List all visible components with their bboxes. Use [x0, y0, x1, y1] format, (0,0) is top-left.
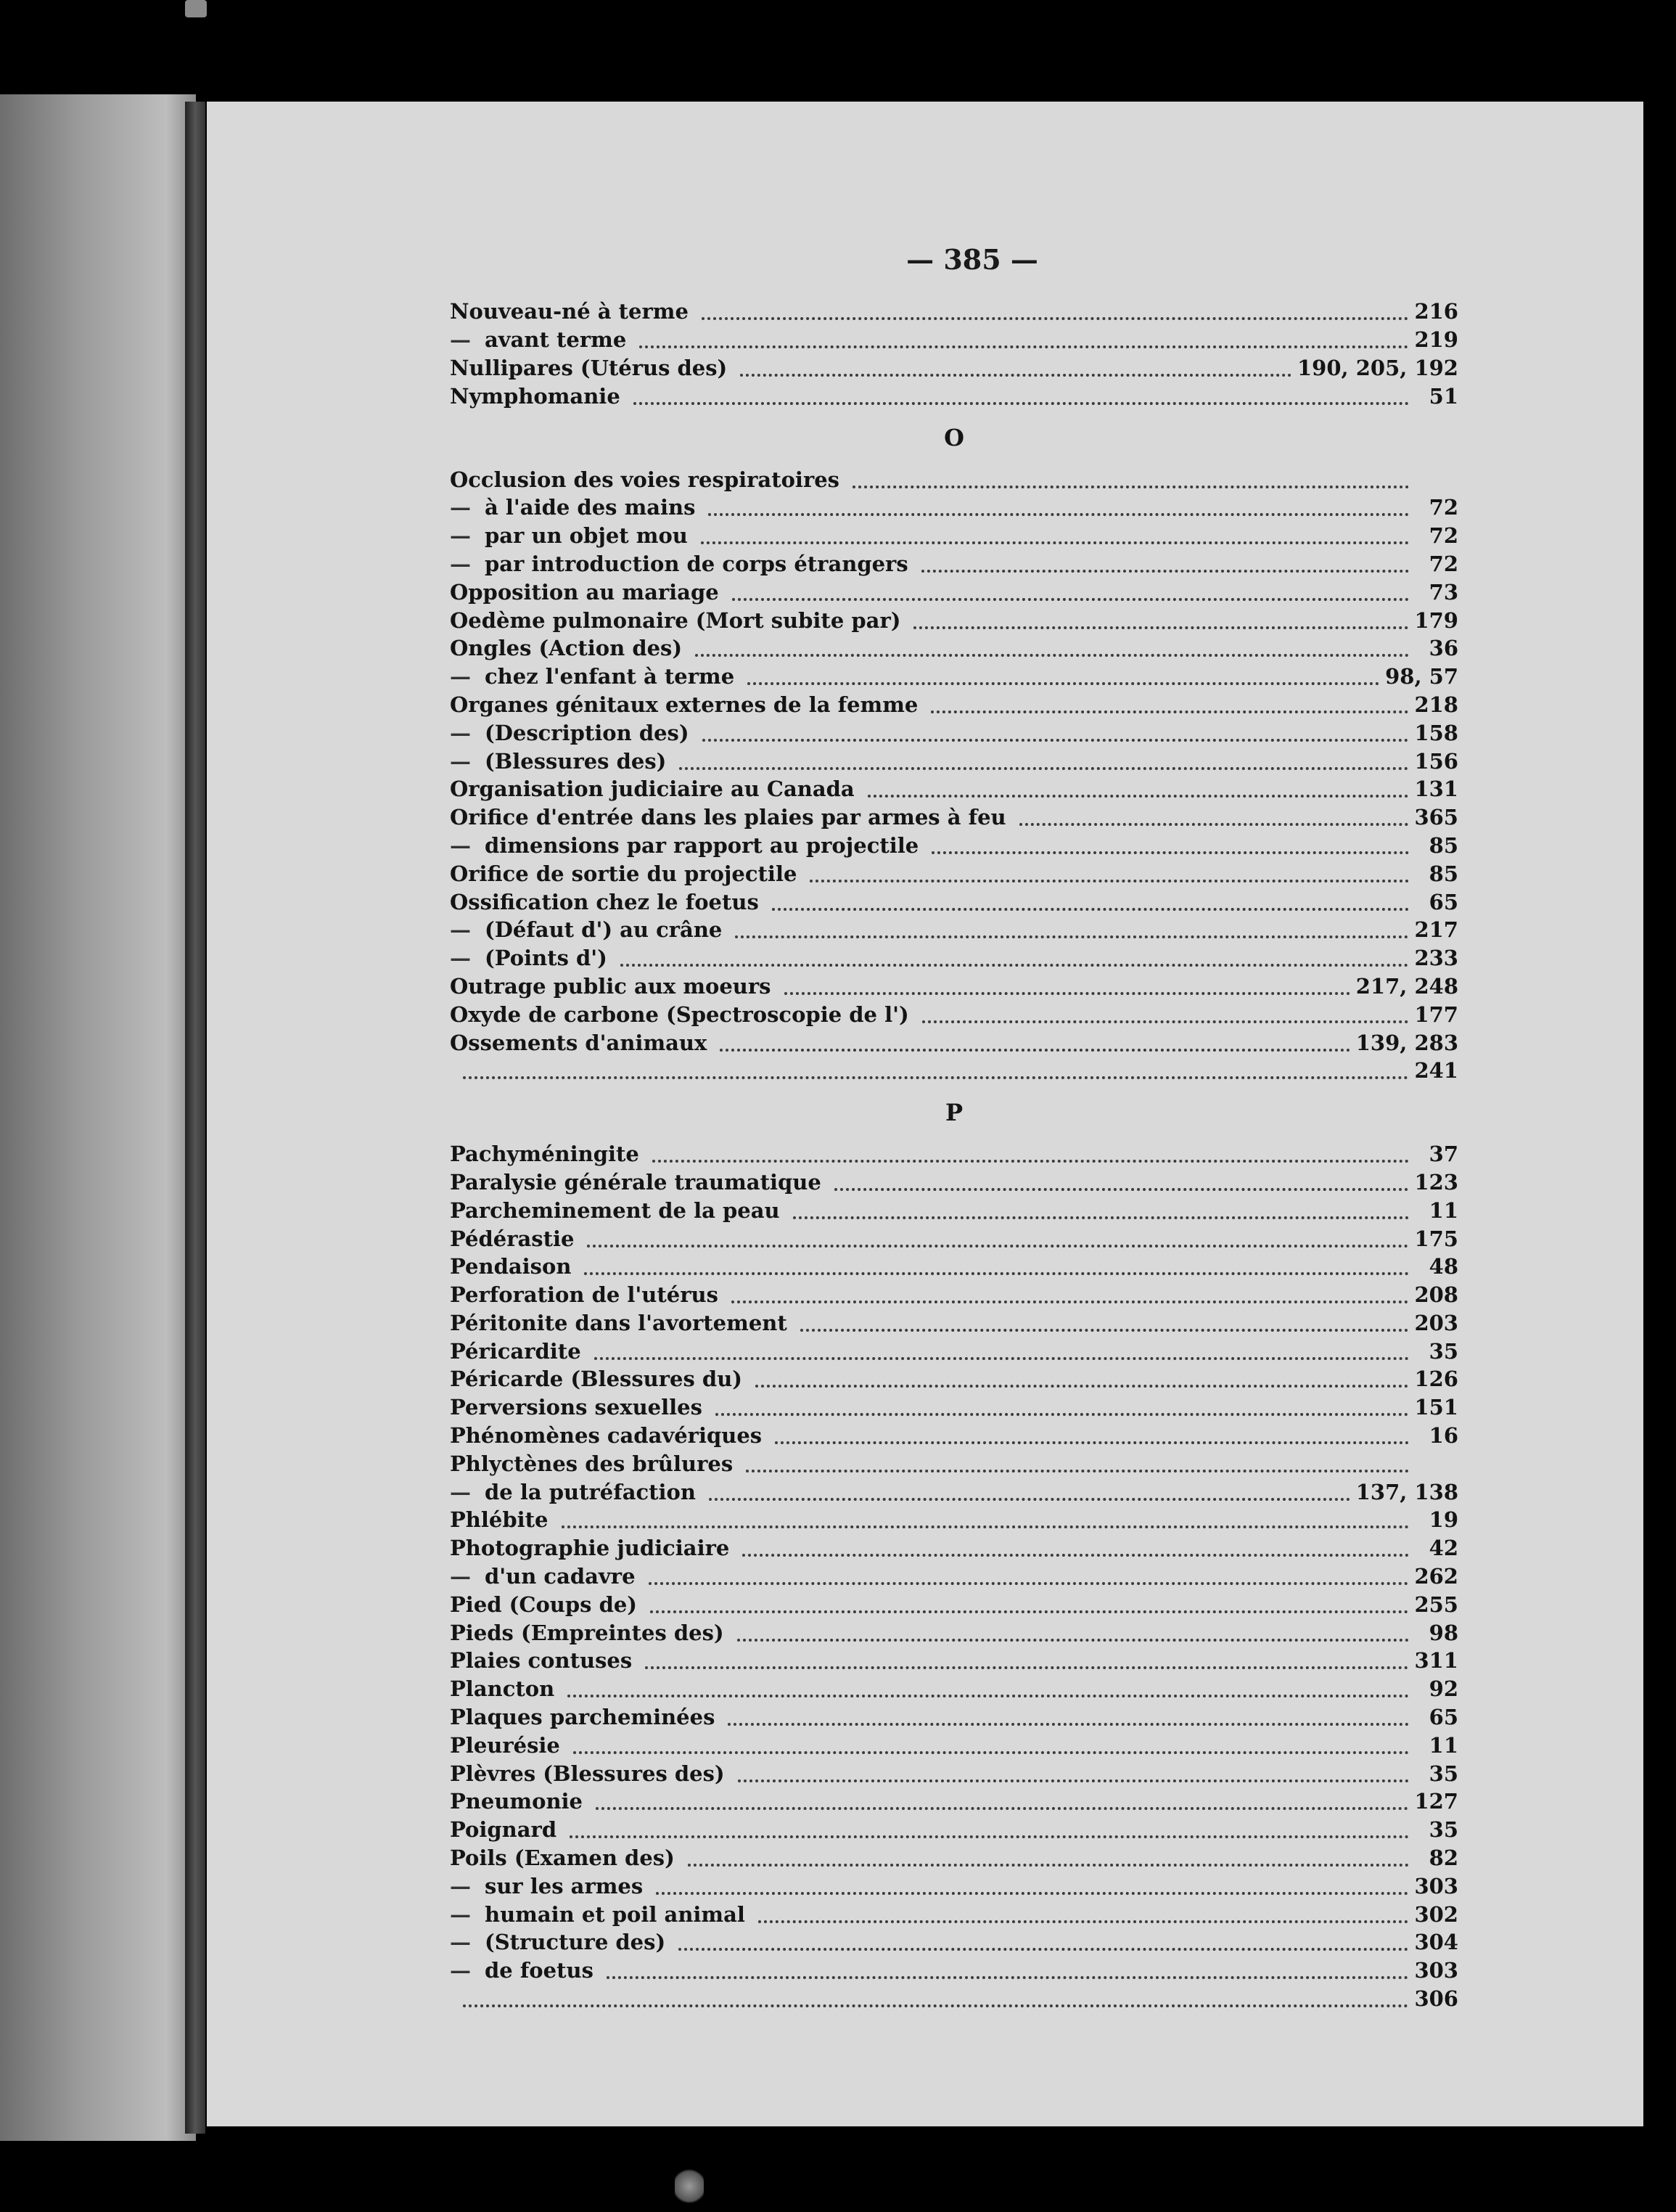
entry-pages: 177 — [1414, 1001, 1458, 1027]
index-entry — [450, 1393, 1458, 1422]
entry-term: Outrage public aux moeurs — [450, 973, 771, 999]
entry-pages: 85 — [1429, 861, 1458, 886]
entry-term: chez l'enfant à terme — [485, 664, 735, 689]
dot-leader — [747, 678, 1379, 685]
index-entry — [450, 691, 1458, 719]
index-entry — [450, 1253, 1458, 1281]
dot-leader — [853, 481, 1409, 488]
index-entry — [450, 1872, 1458, 1900]
entry-pages: 48 — [1429, 1254, 1458, 1279]
entry-pages: 241 — [1414, 1058, 1458, 1084]
book-gutter — [185, 102, 205, 2134]
index-entry — [450, 663, 1458, 691]
dot-leader — [922, 1016, 1409, 1023]
ditto-dash: — — [450, 917, 471, 943]
entry-pages: 304 — [1414, 1930, 1458, 1955]
entry-pages: 311 — [1414, 1648, 1458, 1674]
entry-pages: 98 — [1429, 1620, 1458, 1645]
dot-leader — [800, 1324, 1409, 1332]
ditto-dash: — — [450, 327, 471, 353]
entry-pages: 51 — [1429, 383, 1458, 409]
index-entry — [450, 578, 1458, 606]
entry-pages: 179 — [1414, 607, 1458, 633]
dot-leader — [701, 537, 1409, 544]
index-entry — [450, 1900, 1458, 1928]
entry-term: Poignard — [450, 1817, 557, 1843]
entry-term: Phlébite — [450, 1507, 549, 1533]
dot-leader — [921, 565, 1409, 573]
scan-artifact-top — [185, 0, 207, 17]
index-section — [450, 298, 1458, 410]
index-entry — [450, 522, 1458, 550]
dot-leader — [688, 1859, 1409, 1867]
scan-artifact-bottom — [675, 2166, 704, 2206]
dot-leader — [758, 1916, 1409, 1923]
dot-leader — [702, 313, 1409, 320]
dot-leader — [633, 398, 1409, 405]
entry-pages: 255 — [1414, 1592, 1458, 1617]
entry-term: dimensions par rapport au projectile — [485, 832, 919, 858]
entry-pages: 126 — [1414, 1367, 1458, 1392]
entry-term: Perversions sexuelles — [450, 1395, 702, 1420]
entry-pages: 302 — [1414, 1901, 1458, 1927]
index-entry — [450, 1337, 1458, 1365]
entry-term: de la putréfaction — [485, 1479, 696, 1504]
entry-term: Pleurésie — [450, 1732, 560, 1758]
dot-leader — [656, 1888, 1408, 1895]
entry-pages: 73 — [1429, 579, 1458, 605]
section-letter: P — [945, 1098, 964, 1126]
ditto-dash: — — [450, 1873, 471, 1898]
dot-leader — [639, 341, 1408, 348]
entry-pages: 208 — [1414, 1282, 1458, 1308]
index-entry — [450, 747, 1458, 775]
index-entry — [450, 1534, 1458, 1562]
entry-pages: 158 — [1414, 720, 1458, 745]
dot-leader — [715, 1409, 1409, 1416]
entry-pages: 72 — [1429, 523, 1458, 549]
dot-leader — [596, 1803, 1408, 1810]
entry-pages: 151 — [1414, 1395, 1458, 1420]
ditto-dash: — — [450, 664, 471, 689]
index-entry — [450, 354, 1458, 382]
entry-term: Péritonite dans l'avortement — [450, 1310, 787, 1335]
entry-term: Péricardite — [450, 1338, 581, 1364]
entry-term: Oxyde de carbone (Spectroscopie de l') — [450, 1001, 909, 1027]
entry-pages: 175 — [1414, 1226, 1458, 1251]
ditto-dash: — — [450, 720, 471, 745]
dot-leader — [742, 1549, 1409, 1557]
dot-leader — [567, 1690, 1409, 1697]
entry-term: sur les armes — [485, 1873, 644, 1898]
entry-pages: 218 — [1414, 692, 1458, 717]
entry-pages: 217, 248 — [1355, 973, 1458, 999]
dot-leader — [645, 1662, 1408, 1669]
index-entry — [450, 1224, 1458, 1253]
entry-pages: 139, 283 — [1355, 1030, 1458, 1055]
index-entry — [450, 832, 1458, 860]
index-entry — [450, 1140, 1458, 1168]
entry-term: Orifice d'entrée dans les plaies par armes à feu — [450, 805, 1006, 830]
entry-pages: 72 — [1429, 551, 1458, 576]
entry-pages: 233 — [1414, 946, 1458, 971]
entry-pages: 35 — [1429, 1817, 1458, 1843]
entry-term: par un objet mou — [485, 523, 688, 549]
entry-pages: 92 — [1429, 1676, 1458, 1702]
entry-pages: 65 — [1429, 1705, 1458, 1730]
dot-leader — [834, 1184, 1409, 1191]
index-entry — [450, 944, 1458, 972]
index-section — [450, 410, 1458, 1085]
entry-term: Ossements d'animaux — [450, 1030, 707, 1055]
index-entry — [450, 916, 1458, 944]
dot-leader — [932, 847, 1409, 854]
dot-leader — [755, 1380, 1408, 1388]
entry-pages: 203 — [1414, 1310, 1458, 1335]
index-entry — [450, 1675, 1458, 1703]
dot-leader — [679, 763, 1408, 770]
index-entry — [450, 1647, 1458, 1675]
entry-term: Poils (Examen des) — [450, 1846, 675, 1871]
dot-leader — [1019, 819, 1409, 826]
index-entry — [450, 1618, 1458, 1647]
index-entry — [450, 1478, 1458, 1506]
index-entry — [450, 1562, 1458, 1591]
dot-leader — [695, 650, 1409, 657]
dot-leader — [584, 1268, 1409, 1275]
entry-term: Pieds (Empreintes des) — [450, 1620, 724, 1645]
index-entry — [450, 1816, 1458, 1844]
ditto-dash: — — [450, 1930, 471, 1955]
entry-term: Péricarde (Blessures du) — [450, 1367, 742, 1392]
entry-term: Perforation de l'utérus — [450, 1282, 718, 1308]
index-entry — [450, 298, 1458, 326]
entry-pages: 303 — [1414, 1958, 1458, 1983]
entry-term: Plèvres (Blessures des) — [450, 1761, 725, 1786]
entry-pages: 35 — [1429, 1338, 1458, 1364]
dot-leader — [594, 1353, 1409, 1360]
index-entry — [450, 1281, 1458, 1309]
entry-term: (Points d') — [485, 946, 607, 971]
entry-term: Pachyméningite — [450, 1142, 639, 1167]
dot-leader — [913, 622, 1408, 629]
index-entry — [450, 1168, 1458, 1197]
entry-term: par introduction de corps étrangers — [485, 551, 908, 576]
entry-pages: 123 — [1414, 1169, 1458, 1195]
entry-term: Organisation judiciaire au Canada — [450, 777, 855, 802]
index-entry — [450, 859, 1458, 888]
section-letter: O — [944, 424, 964, 452]
entry-term: Photographie judiciaire — [450, 1536, 730, 1561]
ditto-dash: — — [450, 1958, 471, 1983]
index-entry — [450, 1731, 1458, 1759]
entry-pages: 11 — [1429, 1197, 1458, 1223]
entry-term: avant terme — [485, 327, 627, 353]
index-entry — [450, 803, 1458, 832]
index-entry — [450, 606, 1458, 634]
index-entry — [450, 1506, 1458, 1534]
index-entry — [450, 550, 1458, 578]
dot-leader — [649, 1578, 1409, 1585]
dot-leader — [708, 509, 1409, 516]
entry-pages: 16 — [1429, 1423, 1458, 1449]
entry-term: Pied (Coups de) — [450, 1592, 638, 1617]
index-entry — [450, 1759, 1458, 1787]
dot-leader — [728, 1719, 1409, 1726]
entry-term: Plaques parcheminées — [450, 1705, 715, 1730]
index-section — [450, 1085, 1458, 2013]
entry-term: Ossification chez le foetus — [450, 889, 759, 914]
ditto-dash: — — [450, 1901, 471, 1927]
index-entry — [450, 888, 1458, 916]
index-entry — [450, 493, 1458, 522]
ditto-dash: — — [450, 523, 471, 549]
index-entry — [450, 1028, 1458, 1057]
dot-leader — [652, 1155, 1409, 1163]
entry-pages: 190, 205, 192 — [1297, 355, 1458, 380]
index-entry — [450, 465, 1458, 493]
entry-pages: 365 — [1414, 805, 1458, 830]
dot-leader — [737, 1634, 1409, 1642]
entry-pages: 303 — [1414, 1873, 1458, 1898]
entry-pages: 156 — [1414, 748, 1458, 774]
dot-leader — [678, 1943, 1408, 1951]
dot-leader — [573, 1747, 1409, 1754]
entry-pages: 19 — [1429, 1507, 1458, 1533]
entry-pages: 85 — [1429, 832, 1458, 858]
entry-term: à l'aide des mains — [485, 495, 696, 520]
index-entry — [450, 1057, 1458, 1085]
entry-pages: 35 — [1429, 1761, 1458, 1786]
entry-pages: 216 — [1414, 299, 1458, 324]
dot-leader — [746, 1465, 1409, 1472]
entry-term: Nullipares (Utérus des) — [450, 355, 728, 380]
entry-term: Organes génitaux externes de la femme — [450, 692, 919, 717]
dot-leader — [709, 1494, 1350, 1501]
index-entry — [450, 1449, 1458, 1478]
dot-leader — [620, 959, 1409, 967]
index-entry — [450, 1957, 1458, 1985]
entry-term: (Description des) — [485, 720, 689, 745]
entry-term: (Défaut d') au crâne — [485, 917, 723, 943]
entry-pages: 131 — [1414, 777, 1458, 802]
entry-term: Pendaison — [450, 1254, 572, 1279]
dot-leader — [784, 988, 1350, 995]
index-entry — [450, 1422, 1458, 1450]
index-entry — [450, 972, 1458, 1001]
entry-pages: 37 — [1429, 1142, 1458, 1167]
entry-term: Opposition au mariage — [450, 579, 719, 605]
index-entry — [450, 634, 1458, 663]
ditto-dash: — — [450, 832, 471, 858]
entry-pages: 306 — [1414, 1986, 1458, 2012]
dot-leader — [463, 2000, 1408, 2007]
index-entry — [450, 1365, 1458, 1393]
entry-term: Pneumonie — [450, 1789, 583, 1814]
entry-pages: 72 — [1429, 495, 1458, 520]
dot-leader — [772, 904, 1409, 911]
entry-pages: 65 — [1429, 889, 1458, 914]
ditto-dash: — — [450, 1564, 471, 1589]
index-entry — [450, 1590, 1458, 1618]
dot-leader — [810, 875, 1409, 882]
entry-pages: 262 — [1414, 1564, 1458, 1589]
entry-term: Phlyctènes des brûlures — [450, 1451, 734, 1476]
entry-term: Paralysie générale traumatique — [450, 1169, 821, 1195]
index-entry — [450, 1309, 1458, 1338]
index-entry — [450, 1196, 1458, 1224]
entry-term: Pédérastie — [450, 1226, 575, 1251]
entry-term: (Structure des) — [485, 1930, 666, 1955]
entry-term: Parcheminement de la peau — [450, 1197, 780, 1223]
dot-leader — [775, 1437, 1409, 1444]
entry-pages: 36 — [1429, 636, 1458, 661]
index-entry — [450, 1985, 1458, 2013]
entry-term: Nymphomanie — [450, 383, 620, 409]
dot-leader — [463, 1072, 1408, 1079]
entry-pages: 219 — [1414, 327, 1458, 353]
dot-leader — [738, 1775, 1409, 1782]
entry-pages: 82 — [1429, 1846, 1458, 1871]
entry-term: Orifice de sortie du projectile — [450, 861, 797, 886]
ditto-dash: — — [450, 1479, 471, 1504]
entry-term: (Blessures des) — [485, 748, 667, 774]
dot-leader — [868, 790, 1409, 798]
entry-term: Plancton — [450, 1676, 555, 1702]
index-entry — [450, 1844, 1458, 1872]
entry-term: Ongles (Action des) — [450, 636, 683, 661]
dot-leader — [607, 1972, 1409, 1979]
dot-leader — [793, 1212, 1409, 1219]
ditto-dash: — — [450, 551, 471, 576]
index-entry — [450, 718, 1458, 747]
page-number: — 385 — — [906, 243, 1038, 276]
index-list — [450, 298, 1458, 2018]
index-entry — [450, 326, 1458, 354]
entry-term: Phénomènes cadavériques — [450, 1423, 763, 1449]
index-entry — [450, 775, 1458, 803]
dot-leader — [570, 1831, 1409, 1838]
dot-leader — [720, 1044, 1350, 1052]
entry-pages: 98, 57 — [1385, 664, 1458, 689]
dot-leader — [735, 931, 1408, 938]
entry-pages: 11 — [1429, 1732, 1458, 1758]
index-entry — [450, 1928, 1458, 1957]
entry-term: Nouveau-né à terme — [450, 299, 689, 324]
entry-term: d'un cadavre — [485, 1564, 636, 1589]
entry-term: humain et poil animal — [485, 1901, 745, 1927]
entry-term: Occlusion des voies respiratoires — [450, 467, 840, 492]
entry-pages: 137, 138 — [1355, 1479, 1458, 1504]
entry-pages: 217 — [1414, 917, 1458, 943]
index-entry — [450, 1000, 1458, 1028]
entry-pages: 42 — [1429, 1536, 1458, 1561]
dot-leader — [732, 594, 1409, 601]
entry-pages: 127 — [1414, 1789, 1458, 1814]
ditto-dash: — — [450, 495, 471, 520]
dot-leader — [931, 706, 1408, 713]
ditto-dash: — — [450, 748, 471, 774]
entry-term: de foetus — [485, 1958, 593, 1983]
index-entry — [450, 382, 1458, 410]
dot-leader — [702, 734, 1409, 742]
ditto-dash: — — [450, 946, 471, 971]
dot-leader — [562, 1521, 1410, 1528]
facing-page-edge — [0, 94, 196, 2141]
dot-leader — [731, 1296, 1409, 1303]
dot-leader — [587, 1240, 1408, 1248]
entry-term: Plaies contuses — [450, 1648, 633, 1674]
dot-leader — [650, 1606, 1408, 1613]
entry-term: Oedème pulmonaire (Mort subite par) — [450, 607, 901, 633]
index-entry — [450, 1703, 1458, 1732]
dot-leader — [740, 369, 1291, 377]
index-entry — [450, 1787, 1458, 1816]
